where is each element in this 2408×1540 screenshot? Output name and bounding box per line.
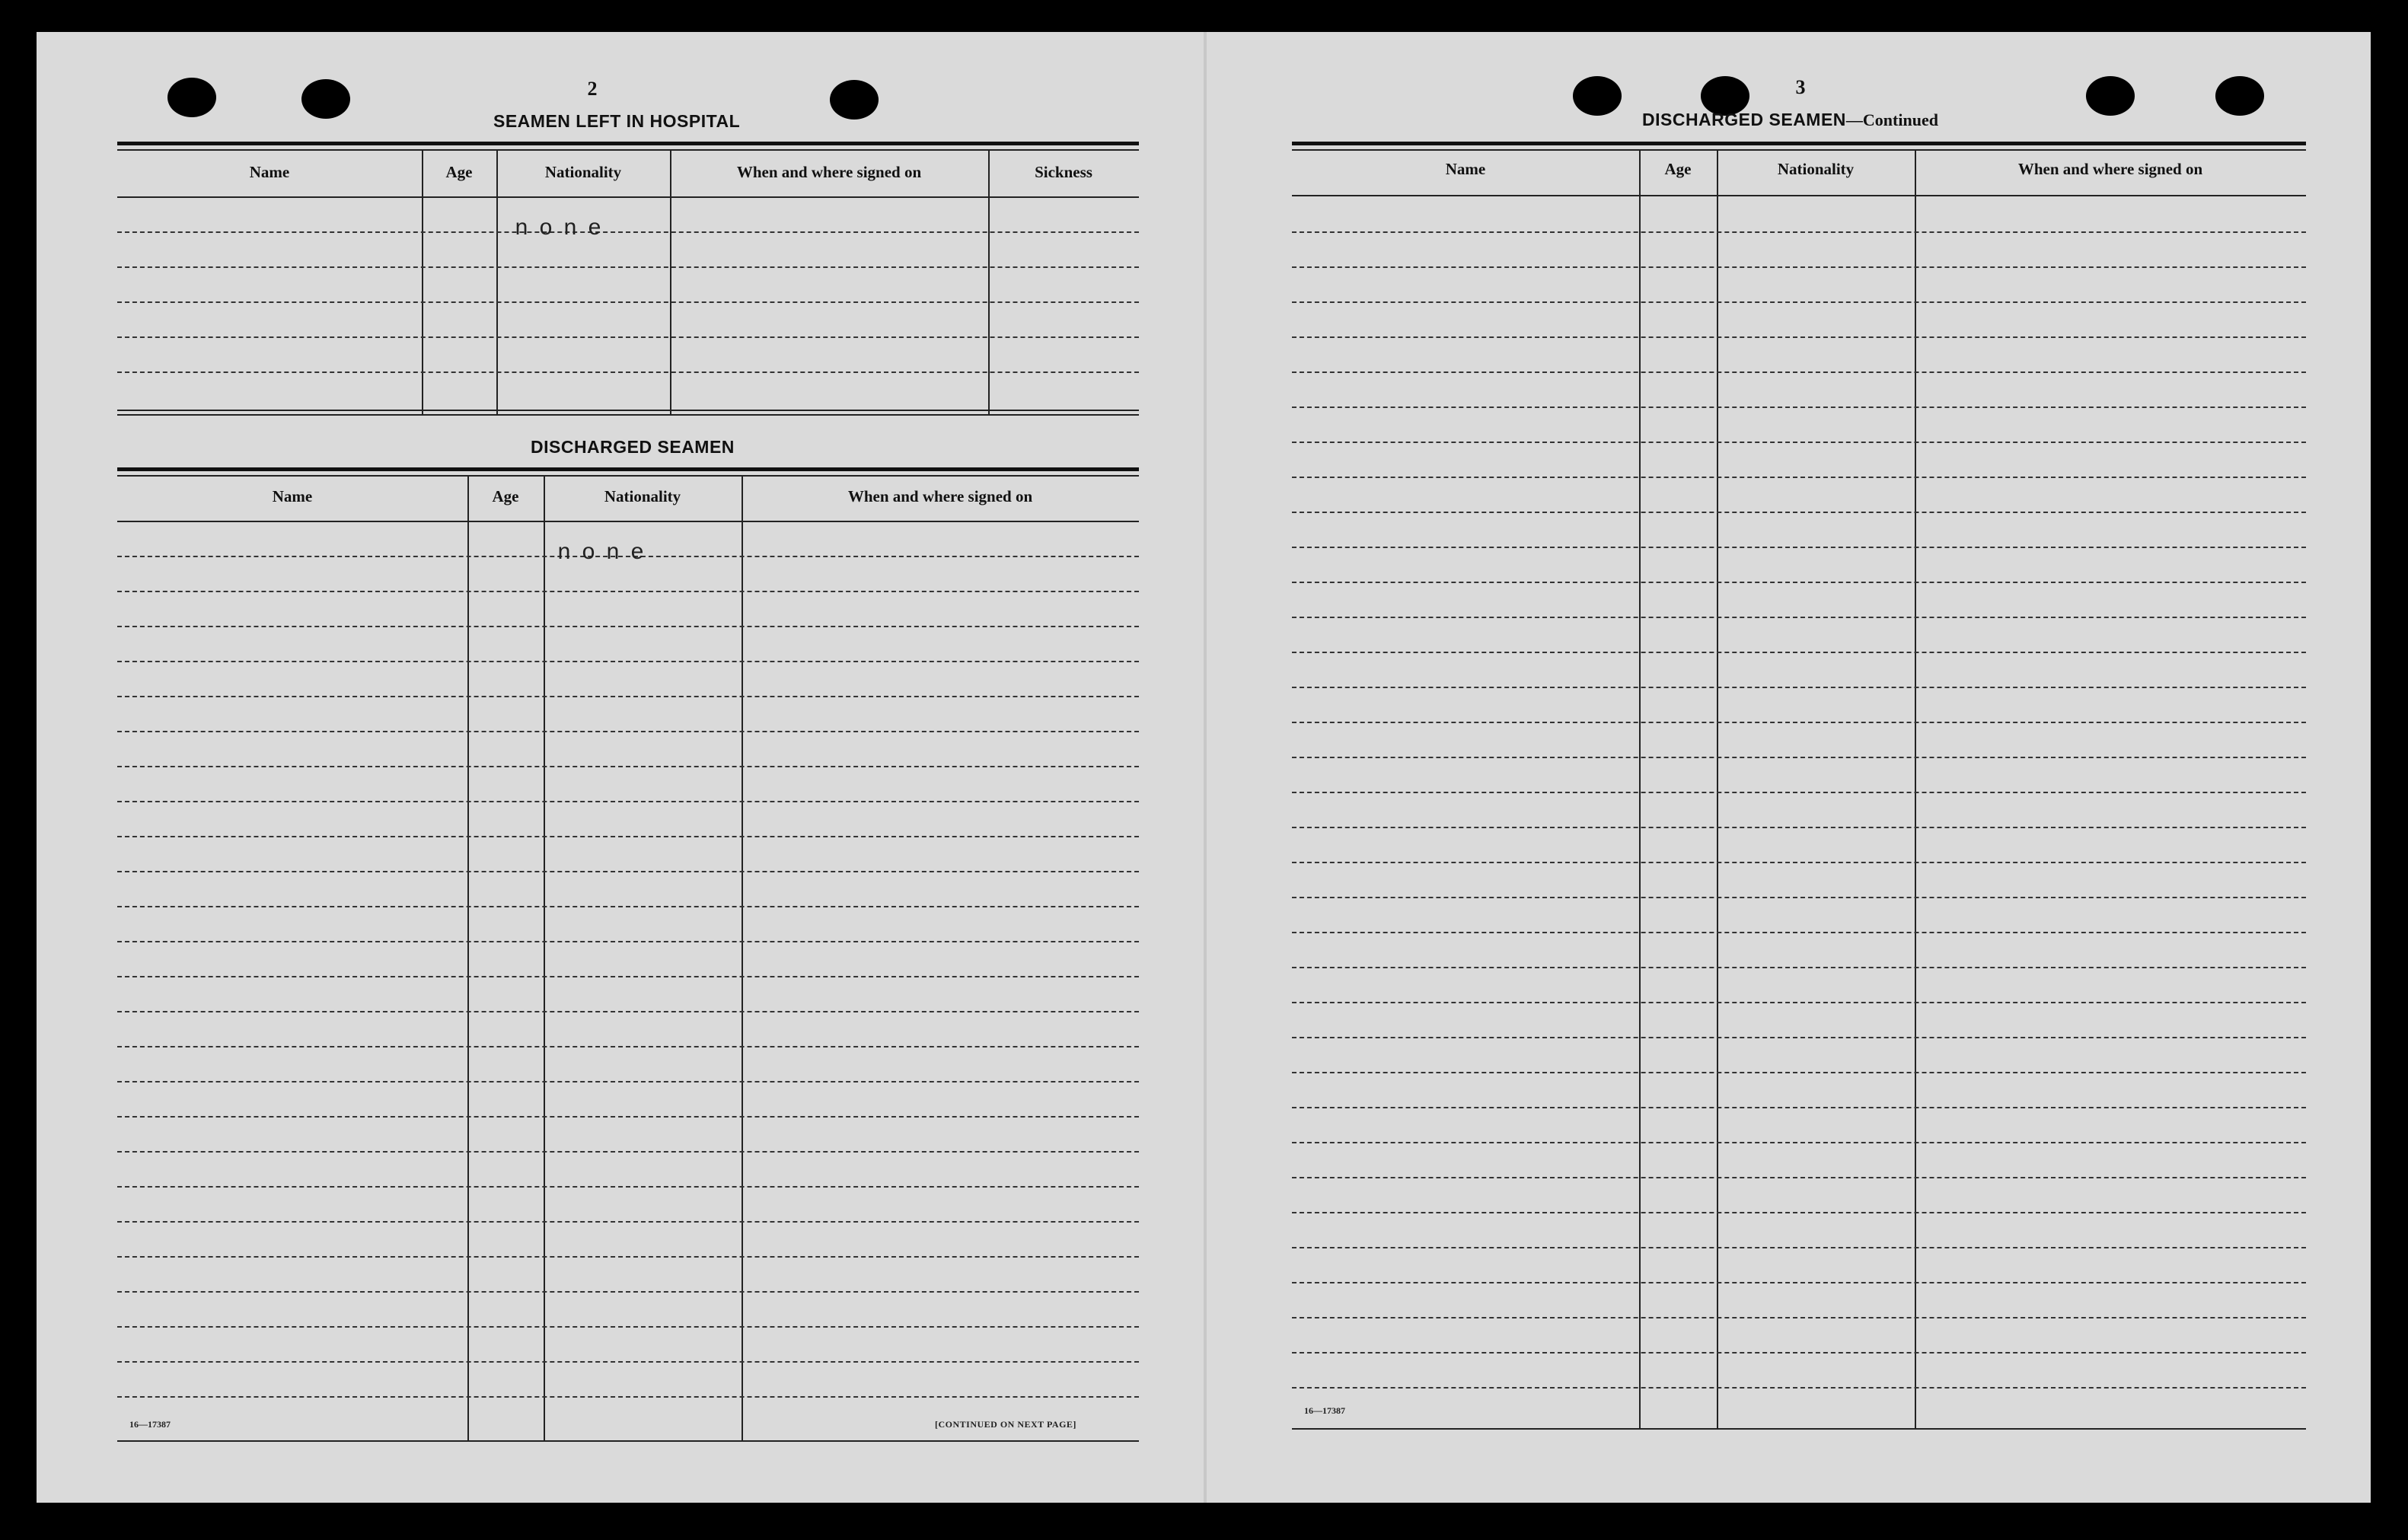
ruled-line xyxy=(1292,582,2306,583)
column-header-age: Age xyxy=(445,163,473,181)
ruled-line xyxy=(117,626,1139,627)
ruled-line xyxy=(117,871,1139,872)
column-header-name: Name xyxy=(1445,160,1486,178)
ruled-line xyxy=(117,231,1139,233)
ruled-line xyxy=(117,1011,1139,1012)
form-number: 16—17387 xyxy=(1304,1405,1345,1416)
ruled-line xyxy=(1292,1142,2306,1143)
ruled-line xyxy=(117,1396,1139,1398)
ruled-line xyxy=(117,301,1139,303)
ruled-line xyxy=(1292,1002,2306,1003)
ruled-line xyxy=(1292,687,2306,688)
ruled-line xyxy=(1292,827,2306,828)
column-header-nationality: Nationality xyxy=(604,487,681,505)
left-page xyxy=(37,32,1204,1503)
table-rule xyxy=(1292,149,2306,151)
hospital-section-title: SEAMEN LEFT IN HOSPITAL xyxy=(493,111,741,131)
column-divider xyxy=(544,475,545,1440)
ruled-line xyxy=(117,266,1139,268)
table-rule xyxy=(1292,1428,2306,1430)
ruled-line xyxy=(1292,617,2306,618)
continued-note: [CONTINUED ON NEXT PAGE] xyxy=(935,1419,1076,1430)
column-header-age: Age xyxy=(1664,160,1692,178)
ruled-line xyxy=(1292,231,2306,233)
ruled-line xyxy=(117,766,1139,767)
title-main: DISCHARGED SEAMEN xyxy=(1642,110,1846,129)
hospital-entry: none xyxy=(515,216,613,242)
column-divider xyxy=(467,475,469,1440)
ruled-line xyxy=(1292,932,2306,933)
table-rule xyxy=(117,414,1139,416)
column-divider xyxy=(670,149,671,414)
ruled-line xyxy=(117,801,1139,802)
form-number: 16—17387 xyxy=(129,1419,171,1430)
ruled-line xyxy=(1292,652,2306,653)
column-divider xyxy=(1717,149,1718,1428)
column-header-age: Age xyxy=(492,487,519,505)
column-header-signed-on: When and where signed on xyxy=(847,487,1033,505)
title-suffix: —Continued xyxy=(1845,110,1938,129)
ruled-line xyxy=(1292,757,2306,758)
ruled-line xyxy=(117,1046,1139,1047)
ruled-line xyxy=(1292,792,2306,793)
ruled-line xyxy=(1292,1107,2306,1108)
discharged-continued-title xyxy=(1642,110,1938,130)
ruled-line xyxy=(1292,336,2306,338)
ruled-line xyxy=(117,591,1139,592)
table-rule xyxy=(117,467,1139,471)
ruled-line xyxy=(117,941,1139,942)
ruled-line xyxy=(1292,1037,2306,1038)
column-header-signed-on: When and where signed on xyxy=(2017,160,2203,178)
ruled-line xyxy=(1292,897,2306,898)
discharged-entry: none xyxy=(557,540,655,566)
document-sheet xyxy=(37,32,2371,1503)
ruled-line xyxy=(1292,1282,2306,1283)
column-header-signed-on: When and where signed on xyxy=(736,163,922,181)
ruled-line xyxy=(1292,1352,2306,1353)
table-rule xyxy=(117,410,1139,411)
ruled-line xyxy=(117,1326,1139,1328)
ruled-line xyxy=(1292,301,2306,303)
column-header-name: Name xyxy=(249,163,290,181)
ruled-line xyxy=(1292,1317,2306,1318)
right-page xyxy=(1207,32,2371,1503)
ruled-line xyxy=(117,696,1139,697)
column-divider xyxy=(1639,149,1641,1428)
column-header-nationality: Nationality xyxy=(544,163,622,181)
ruled-line xyxy=(117,1221,1139,1223)
ruled-line xyxy=(117,1256,1139,1258)
column-divider xyxy=(422,149,423,414)
page-number: 2 xyxy=(587,78,598,100)
column-header-nationality: Nationality xyxy=(1777,160,1855,178)
ruled-line xyxy=(1292,512,2306,513)
ruled-line xyxy=(117,1291,1139,1293)
ruled-line xyxy=(117,1361,1139,1363)
column-divider xyxy=(742,475,743,1440)
column-divider xyxy=(496,149,498,414)
ruled-line xyxy=(1292,266,2306,268)
column-header-name: Name xyxy=(272,487,313,505)
ruled-line xyxy=(1292,371,2306,373)
table-rule xyxy=(117,475,1139,477)
table-rule xyxy=(117,1440,1139,1442)
ruled-line xyxy=(1292,1387,2306,1389)
ruled-line xyxy=(117,1186,1139,1188)
table-rule xyxy=(117,196,1139,198)
ruled-line xyxy=(1292,722,2306,723)
ruled-line xyxy=(1292,967,2306,968)
ruled-line xyxy=(1292,1177,2306,1178)
column-divider xyxy=(988,149,990,414)
ruled-line xyxy=(117,731,1139,732)
ruled-line xyxy=(117,1116,1139,1118)
ruled-line xyxy=(1292,547,2306,548)
column-divider xyxy=(1915,149,1916,1428)
ruled-line xyxy=(117,1151,1139,1153)
ruled-line xyxy=(1292,862,2306,863)
table-rule xyxy=(117,142,1139,145)
ruled-line xyxy=(117,836,1139,837)
ruled-line xyxy=(1292,1212,2306,1213)
ruled-line xyxy=(1292,442,2306,443)
table-rule xyxy=(1292,142,2306,145)
ruled-line xyxy=(117,336,1139,338)
ruled-line xyxy=(117,906,1139,907)
table-rule xyxy=(117,149,1139,151)
ruled-line xyxy=(1292,407,2306,408)
column-header-sickness: Sickness xyxy=(1035,163,1092,181)
ruled-line xyxy=(117,1081,1139,1082)
discharged-section-title: DISCHARGED SEAMEN xyxy=(531,437,735,457)
ruled-line xyxy=(1292,477,2306,478)
ruled-line xyxy=(117,661,1139,662)
table-rule xyxy=(1292,195,2306,196)
ruled-line xyxy=(117,371,1139,373)
table-rule xyxy=(117,521,1139,522)
ruled-line xyxy=(1292,1072,2306,1073)
page-number: 3 xyxy=(1795,76,1806,98)
ruled-line xyxy=(117,976,1139,977)
ruled-line xyxy=(1292,1247,2306,1248)
